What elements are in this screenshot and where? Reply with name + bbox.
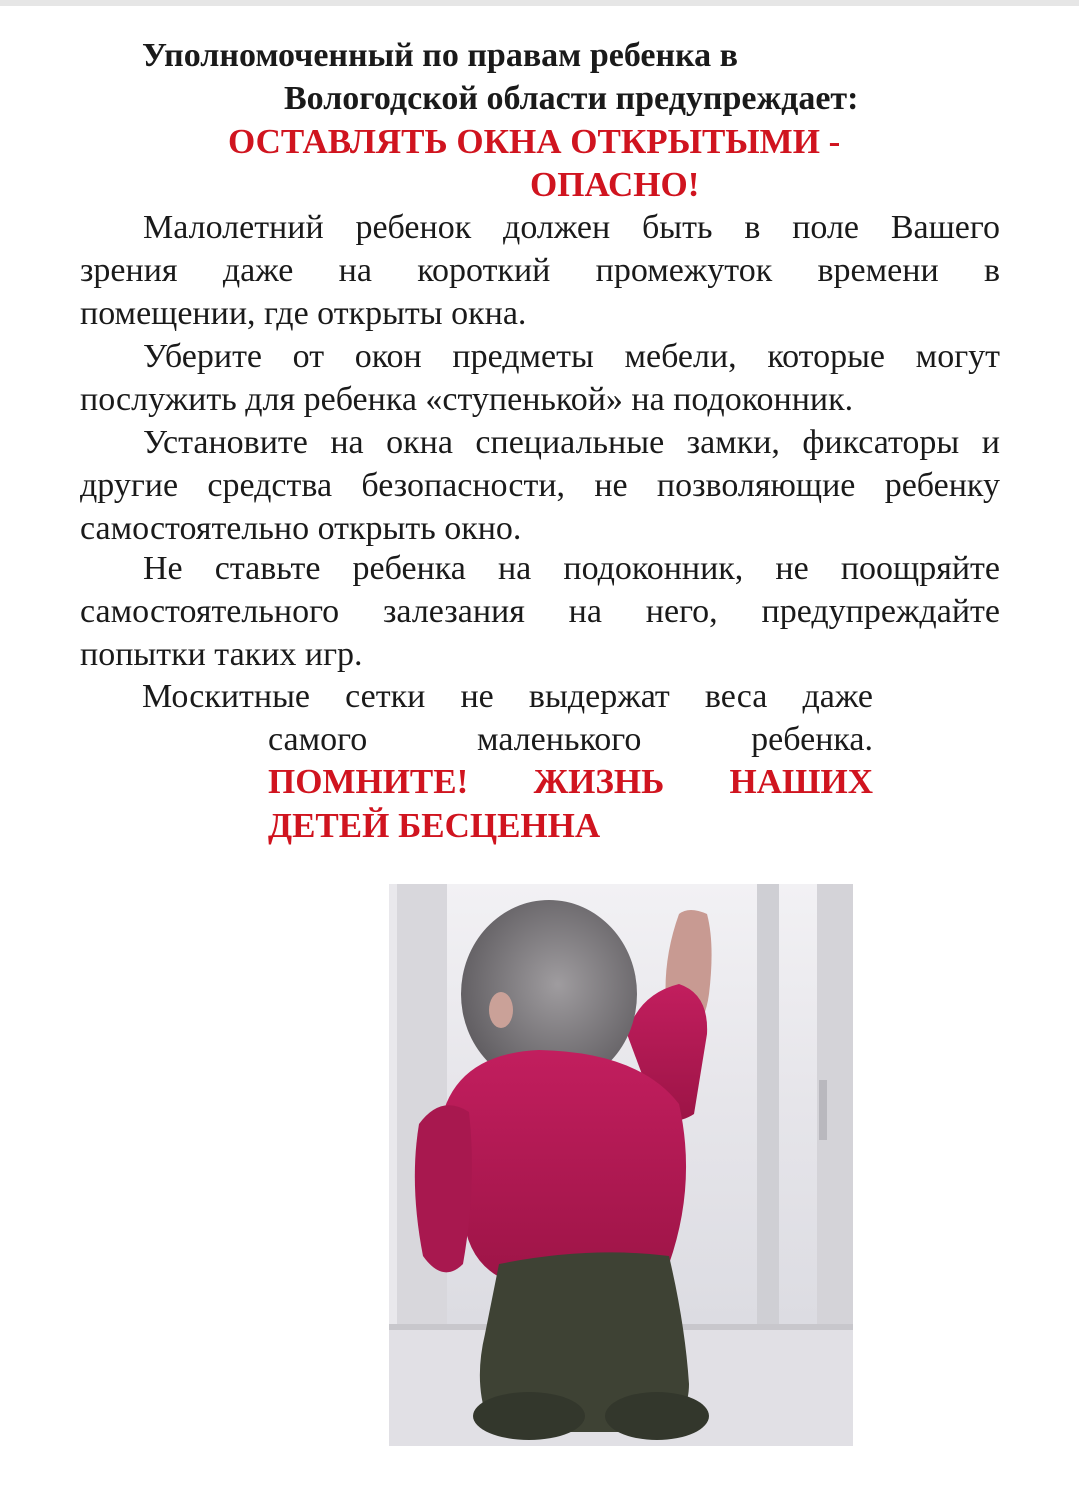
word: на <box>497 550 532 587</box>
paragraph-windowsill <box>80 547 1000 676</box>
header-line-1: Уполномоченный по правам ребенка в <box>142 37 739 74</box>
paragraph-mosquito-nets-2 <box>268 718 873 761</box>
word: поощряйте <box>840 550 1000 587</box>
word: промежуток <box>595 252 773 289</box>
word: должен <box>503 209 611 246</box>
word: быть <box>642 209 713 246</box>
final-warning <box>268 760 873 848</box>
window-handle <box>819 1080 827 1140</box>
word: залезания <box>383 593 525 630</box>
header-line-2: Вологодской области предупреждает: <box>284 80 859 117</box>
child-ear <box>489 992 513 1028</box>
justified-line <box>80 206 1000 249</box>
word: Уберите <box>143 338 263 375</box>
word: окон <box>354 338 422 375</box>
word: которые <box>767 338 886 375</box>
word: в <box>744 209 761 246</box>
word: другие <box>80 467 179 504</box>
pink-sweater <box>439 1050 686 1289</box>
word: на <box>338 252 372 289</box>
word: замки, <box>686 424 780 461</box>
left-arm <box>415 1105 472 1272</box>
justified-line <box>80 421 1000 464</box>
word: подоконник, <box>563 550 744 587</box>
word: поле <box>792 209 860 246</box>
word: средства <box>207 467 333 504</box>
word: веса <box>704 678 768 715</box>
word: от <box>292 338 325 375</box>
photo-illustration <box>389 884 853 1446</box>
word: даже <box>802 678 873 715</box>
word: Не <box>143 550 183 587</box>
justified-line <box>80 464 1000 507</box>
paragraph-furniture <box>80 335 1000 421</box>
word: самого <box>268 721 368 758</box>
word: фиксаторы <box>802 424 960 461</box>
warning-line-1: ОСТАВЛЯТЬ ОКНА ОТКРЫТЫМИ - <box>228 122 841 161</box>
word: НАШИХ <box>729 762 873 801</box>
word: зрения <box>80 252 178 289</box>
word: короткий <box>417 252 551 289</box>
word: на <box>330 424 364 461</box>
top-strip <box>0 0 1079 6</box>
word: специальные <box>475 424 665 461</box>
word: Москитные <box>142 678 311 715</box>
word: сетки <box>345 678 426 715</box>
window-mullion <box>757 884 779 1324</box>
justified-line <box>80 590 1000 633</box>
paragraph-supervision <box>80 206 1000 335</box>
word: ребенку <box>884 467 1000 504</box>
word: ставьте <box>214 550 321 587</box>
word: ПОМНИТЕ! <box>268 762 469 801</box>
word: безопасности, <box>361 467 566 504</box>
word: в <box>983 252 1000 289</box>
word: мебели, <box>624 338 737 375</box>
justified-line <box>142 675 873 718</box>
justified-line <box>80 249 1000 292</box>
word: Вашего <box>890 209 1000 246</box>
word: позволяющие <box>656 467 856 504</box>
paragraph-last-line: послужить для ребенка «ступенькой» на подоконник. <box>80 381 854 418</box>
paragraph-last-line: самостоятельно открыть окно. <box>80 510 522 547</box>
child-at-window-photo <box>389 884 853 1446</box>
final-warning-line: ДЕТЕЙ БЕСЦЕННА <box>268 806 601 845</box>
word: предметы <box>452 338 594 375</box>
justified-line <box>80 547 1000 590</box>
word: не <box>775 550 809 587</box>
word: Малолетний <box>143 209 324 246</box>
word: выдержат <box>528 678 670 715</box>
word: самостоятельного <box>80 593 340 630</box>
warning-line-2: ОПАСНО! <box>530 165 700 204</box>
word: Установите <box>143 424 308 461</box>
word: ребенка. <box>751 721 873 758</box>
word: времени <box>817 252 939 289</box>
word: и <box>981 424 1000 461</box>
word: маленького <box>477 721 642 758</box>
justified-line <box>80 335 1000 378</box>
word: не <box>460 678 494 715</box>
right-knee <box>605 1392 709 1440</box>
word: ребенок <box>355 209 472 246</box>
word: на <box>568 593 602 630</box>
paragraph-mosquito-nets-1 <box>142 675 873 718</box>
left-knee <box>473 1392 585 1440</box>
paragraph-last-line: попытки таких игр. <box>80 636 363 673</box>
word: могут <box>915 338 1000 375</box>
paragraph-last-line: помещении, где открыты окна. <box>80 295 527 332</box>
word: предупреждайте <box>761 593 1000 630</box>
word: даже <box>222 252 294 289</box>
final-warning-line <box>268 760 873 804</box>
justified-line <box>268 718 873 761</box>
paragraph-locks <box>80 421 1000 550</box>
word: него, <box>645 593 718 630</box>
word: ЖИЗНЬ <box>533 762 665 801</box>
word: ребенка <box>352 550 466 587</box>
word: окна <box>386 424 453 461</box>
word: не <box>594 467 628 504</box>
